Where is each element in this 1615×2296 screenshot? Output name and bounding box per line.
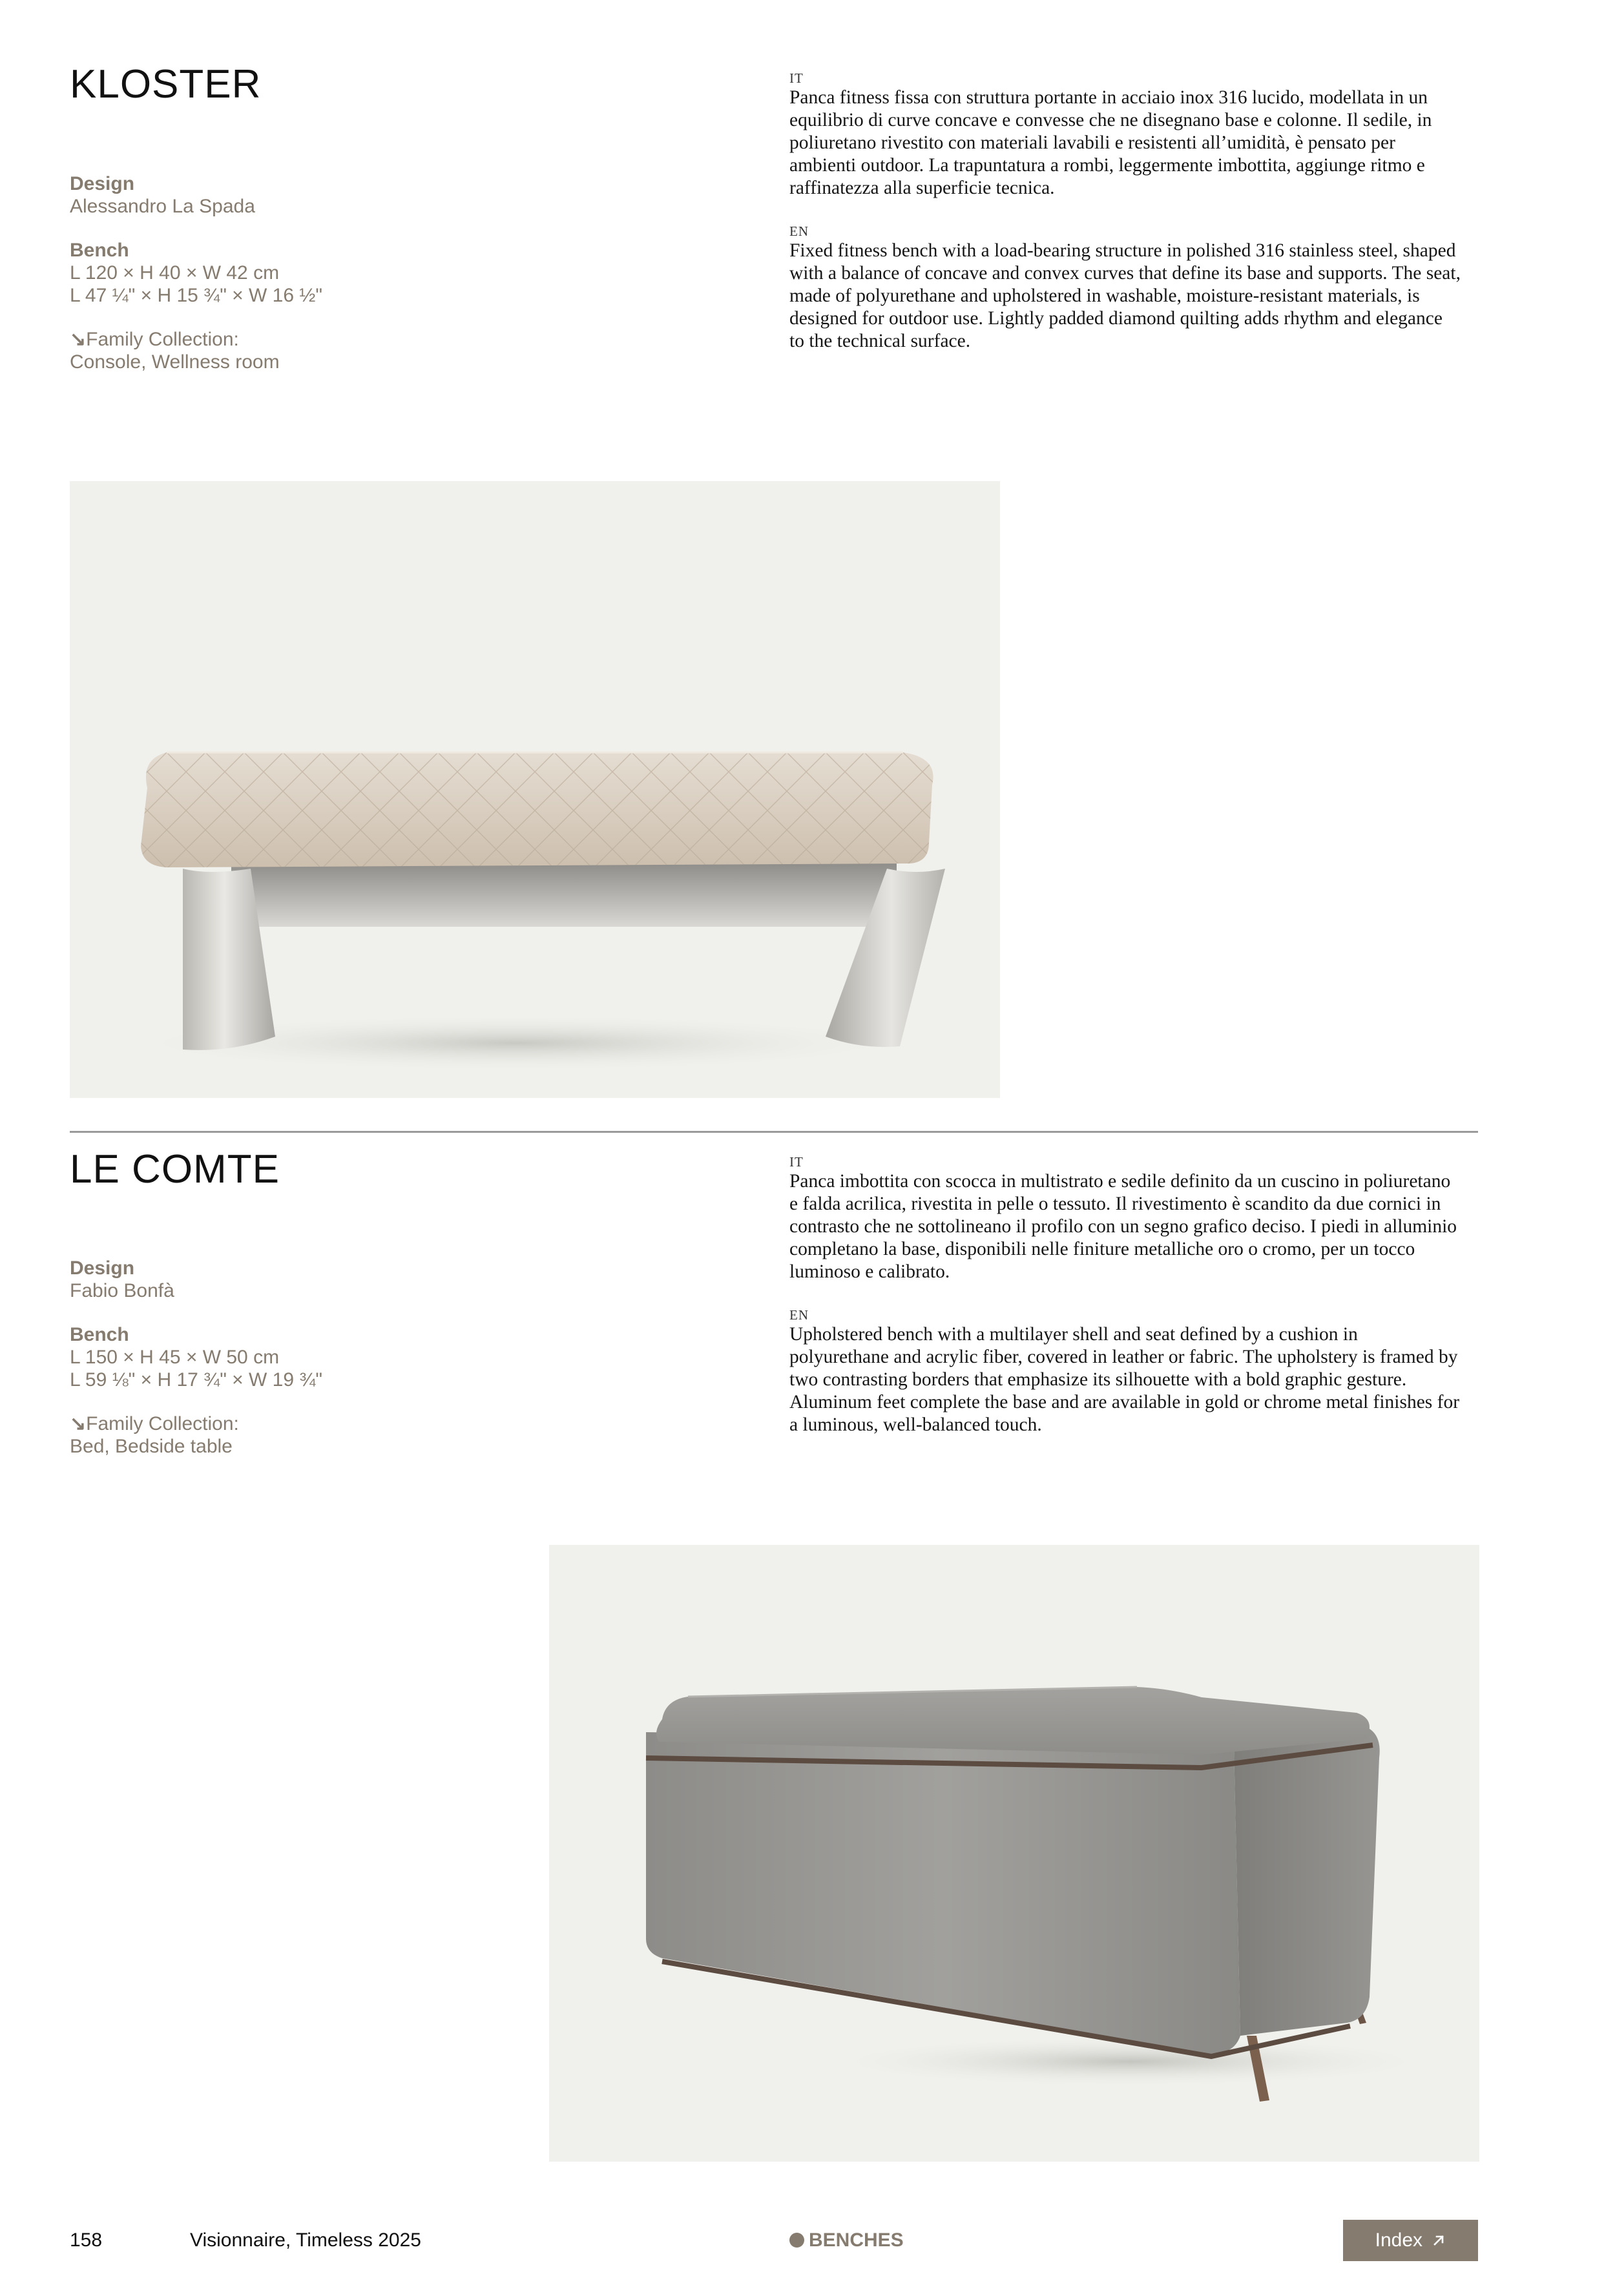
- publication-title: Visionnaire, Timeless 2025: [190, 2229, 421, 2251]
- index-label: Index: [1375, 2229, 1423, 2251]
- design-label: Design: [70, 173, 135, 194]
- product-type-label: Bench: [70, 1324, 129, 1345]
- page-number: 158: [70, 2229, 103, 2251]
- product-description: [789, 70, 1461, 376]
- arrow-up-right-icon: [1432, 2233, 1446, 2248]
- designer-name: Alessandro La Spada: [70, 196, 255, 217]
- language-label-it: IT: [789, 1154, 804, 1170]
- language-label-en: EN: [789, 1307, 809, 1323]
- family-collection-link[interactable]: [70, 328, 716, 351]
- product-description: [789, 1153, 1461, 1460]
- product-specs: [70, 172, 716, 373]
- dimensions-metric: L 120 × H 40 × W 42 cm: [70, 262, 280, 284]
- product-type-label: Bench: [70, 240, 129, 261]
- family-collection-label: Family Collection:: [86, 1413, 239, 1434]
- description-it: Panca fitness fissa con struttura portante in acciaio inox 316 lucido, modellata in un equilibrio di curve concave e convesse che ne disegnano base e colonne. Il sedile, in poliuretano rivestito con materiali lavabili e resistenti all’umidità, è pensato per ambienti outdoor. La trapuntatura a rombi, leggermente imbottita, aggiunge ritmo e raffinatezza alla superficie tecnica.: [789, 87, 1432, 198]
- section-dot-icon: [789, 2233, 804, 2248]
- product-title: KLOSTER: [70, 62, 262, 107]
- dimensions-metric: L 150 × H 45 × W 50 cm: [70, 1347, 280, 1368]
- description-en: Fixed fitness bench with a load-bearing structure in polished 316 stainless steel, shaped with a balance of concave and convex curves that define its base and supports. The seat, made of polyurethane and upholstered in washable, moisture-resistant materials, is designed for outdoor use. Lightly padded diamond quilting adds rhythm and elegance to the technical surface.: [789, 240, 1461, 351]
- arrow-down-right-icon: ↘: [70, 1413, 87, 1434]
- section-label: [789, 2229, 904, 2252]
- index-button[interactable]: [1343, 2220, 1478, 2261]
- family-collection-items[interactable]: Bed, Bedside table: [70, 1436, 233, 1457]
- product-specs: [70, 1257, 716, 1458]
- family-collection-link[interactable]: [70, 1412, 716, 1435]
- design-label: Design: [70, 1257, 135, 1279]
- language-label-en: EN: [789, 223, 809, 239]
- family-collection-items[interactable]: Console, Wellness room: [70, 351, 280, 373]
- designer-name: Fabio Bonfà: [70, 1280, 174, 1301]
- arrow-down-right-icon: ↘: [70, 329, 87, 350]
- dimensions-imperial: L 59 ⅛" × H 17 ¾" × W 19 ¾": [70, 1369, 323, 1391]
- dimensions-imperial: L 47 ¼" × H 15 ¾" × W 16 ½": [70, 285, 323, 306]
- product-title: LE COMTE: [70, 1147, 280, 1192]
- product-photo-kloster: [70, 481, 1000, 1098]
- bench-illustration: [549, 1545, 1479, 2162]
- language-label-it: IT: [789, 70, 804, 86]
- description-it: Panca imbottita con scocca in multistrato e sedile definito da un cuscino in poliuretano e falda acrilica, rivestita in pelle o tessuto. Il rivestimento è scandito da due cornici in contrasto che ne sottolineano il profilo con un segno grafico deciso. I piedi in alluminio completano la base, disponibili nelle finiture metalliche oro o cromo, per un tocco luminoso e calibrato.: [789, 1171, 1457, 1282]
- product-photo-le-comte: [549, 1545, 1479, 2162]
- family-collection-label: Family Collection:: [86, 329, 239, 350]
- bench-illustration: [70, 481, 1000, 1098]
- description-en: Upholstered bench with a multilayer shell and seat defined by a cushion in polyurethane and acrylic fiber, covered in leather or fabric. The upholstery is framed by two contrasting borders that emphasize its silhouette with a bold graphic gesture. Aluminum feet complete the base and are available in gold or chrome metal finishes for a luminous, well-balanced touch.: [789, 1324, 1460, 1435]
- section-name: BENCHES: [809, 2229, 904, 2251]
- section-divider: [70, 1131, 1478, 1133]
